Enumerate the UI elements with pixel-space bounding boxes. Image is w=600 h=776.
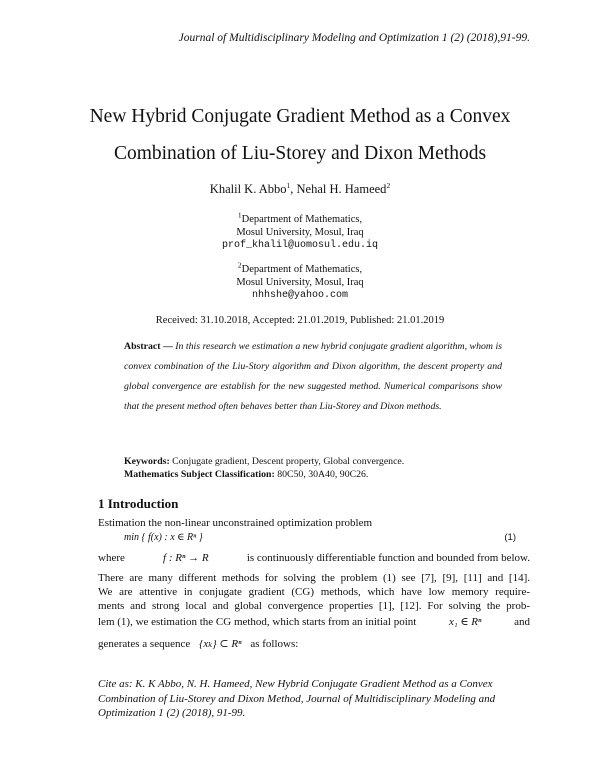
abstract-text: In this research we estimation a new hybrid conjugate gradient algorithm, whom is convex combination of the Liu-Story algorithm and Dixon algorithm, the descent property and global convergence are establish for the new suggested method. Numerical comparisons show that the present method often behaves better than Liu-Storey and Dixon methods. bbox=[124, 341, 502, 412]
section-heading: 1 Introduction bbox=[98, 496, 179, 511]
keywords bbox=[124, 456, 404, 467]
intro-line-5 bbox=[98, 615, 530, 629]
affiliation-1-sup: 1 bbox=[237, 210, 242, 220]
keywords-text: Conjugate gradient, Descent property, Global convergence. bbox=[169, 456, 405, 467]
intro-line-4: ments and strong local and global convergence properties [1], [12]. For solving the prob- bbox=[98, 600, 530, 612]
intro-paragraph-1: Estimation the non-linear unconstrained optimization problem bbox=[98, 517, 373, 529]
affiliation-2 bbox=[0, 260, 600, 302]
intro-line-1 bbox=[98, 551, 530, 565]
author-2-sup: 2 bbox=[386, 180, 391, 190]
intro-line-5-a: lem (1), we estimation the CG method, which starts from an initial point bbox=[98, 616, 417, 628]
intro-line-3: We are attentive in conjugate gradient (CG) methods, which have low memory require- bbox=[98, 586, 530, 598]
author-2: Nehal H. Hameed bbox=[296, 182, 387, 196]
affiliation-1 bbox=[0, 210, 600, 252]
affiliation-2-email: nhhshe@yahoo.com bbox=[251, 289, 348, 301]
intro-line-6-a: generates a sequence bbox=[98, 638, 191, 650]
intro-line-2: There are many different methods for solving the problem (1) see [7], [9], [11] and [14]. bbox=[98, 572, 530, 584]
journal-header: Journal of Multidisciplinary Modeling and Optimization 1 (2) (2018),91-99. bbox=[178, 32, 530, 44]
intro-line-1-b: is continuously differentiable function and bounded from below. bbox=[246, 552, 530, 564]
msc-text: 80C50, 30A40, 90C26. bbox=[274, 469, 369, 480]
intro-line-6 bbox=[98, 637, 530, 651]
paper-title bbox=[0, 98, 600, 172]
title-line-2: Combination of Liu-Storey and Dixon Methods bbox=[113, 143, 487, 164]
affiliation-1-dept: Department of Mathematics, bbox=[241, 214, 363, 225]
equation-1: min { f(x) : x ∈ Rⁿ } bbox=[124, 532, 203, 543]
affiliation-2-univ: Mosul University, Mosul, Iraq bbox=[236, 276, 364, 288]
author-separator: , bbox=[290, 182, 297, 196]
msc-label: Mathematics Subject Classification: bbox=[124, 469, 275, 480]
author-1-sup: 1 bbox=[286, 180, 291, 190]
affiliation-1-univ: Mosul University, Mosul, Iraq bbox=[236, 226, 364, 238]
intro-line-1-math: f : Rⁿ → R bbox=[163, 552, 209, 564]
intro-line-5-b: and bbox=[514, 616, 530, 628]
affiliation-2-dept: Department of Mathematics, bbox=[241, 264, 363, 275]
abstract-label: Abstract — bbox=[124, 341, 173, 352]
intro-line-6-math: {xₖ} ⊂ Rⁿ bbox=[198, 638, 242, 650]
affiliation-1-email: prof_khalil@uomosul.edu.iq bbox=[221, 239, 379, 251]
author-list bbox=[0, 182, 600, 197]
publication-dates: Received: 31.10.2018, Accepted: 21.01.2019, Published: 21.01.2019 bbox=[155, 315, 445, 326]
title-line-1: New Hybrid Conjugate Gradient Method as a Convex bbox=[89, 106, 511, 127]
abstract bbox=[124, 337, 502, 417]
affiliation-2-sup: 2 bbox=[237, 260, 242, 270]
citation-note: Cite as: K. K Abbo, N. H. Hameed, New Hybrid Conjugate Gradient Method as a Convex Combination of Liu-Storey and Dixon Method, Journal of Multidisciplinary Modeling and Optimization 1 (2) (2018), 91-99. bbox=[98, 678, 496, 719]
intro-line-6-b: as follows: bbox=[250, 638, 299, 650]
intro-line-5-math: x₁ ∈ Rⁿ bbox=[448, 616, 482, 628]
equation-1-number: (1) bbox=[504, 532, 516, 543]
keywords-label: Keywords: bbox=[124, 456, 170, 467]
msc-classification bbox=[124, 469, 368, 480]
author-1: Khalil K. Abbo bbox=[209, 182, 287, 196]
intro-line-1-a: where bbox=[98, 552, 125, 564]
